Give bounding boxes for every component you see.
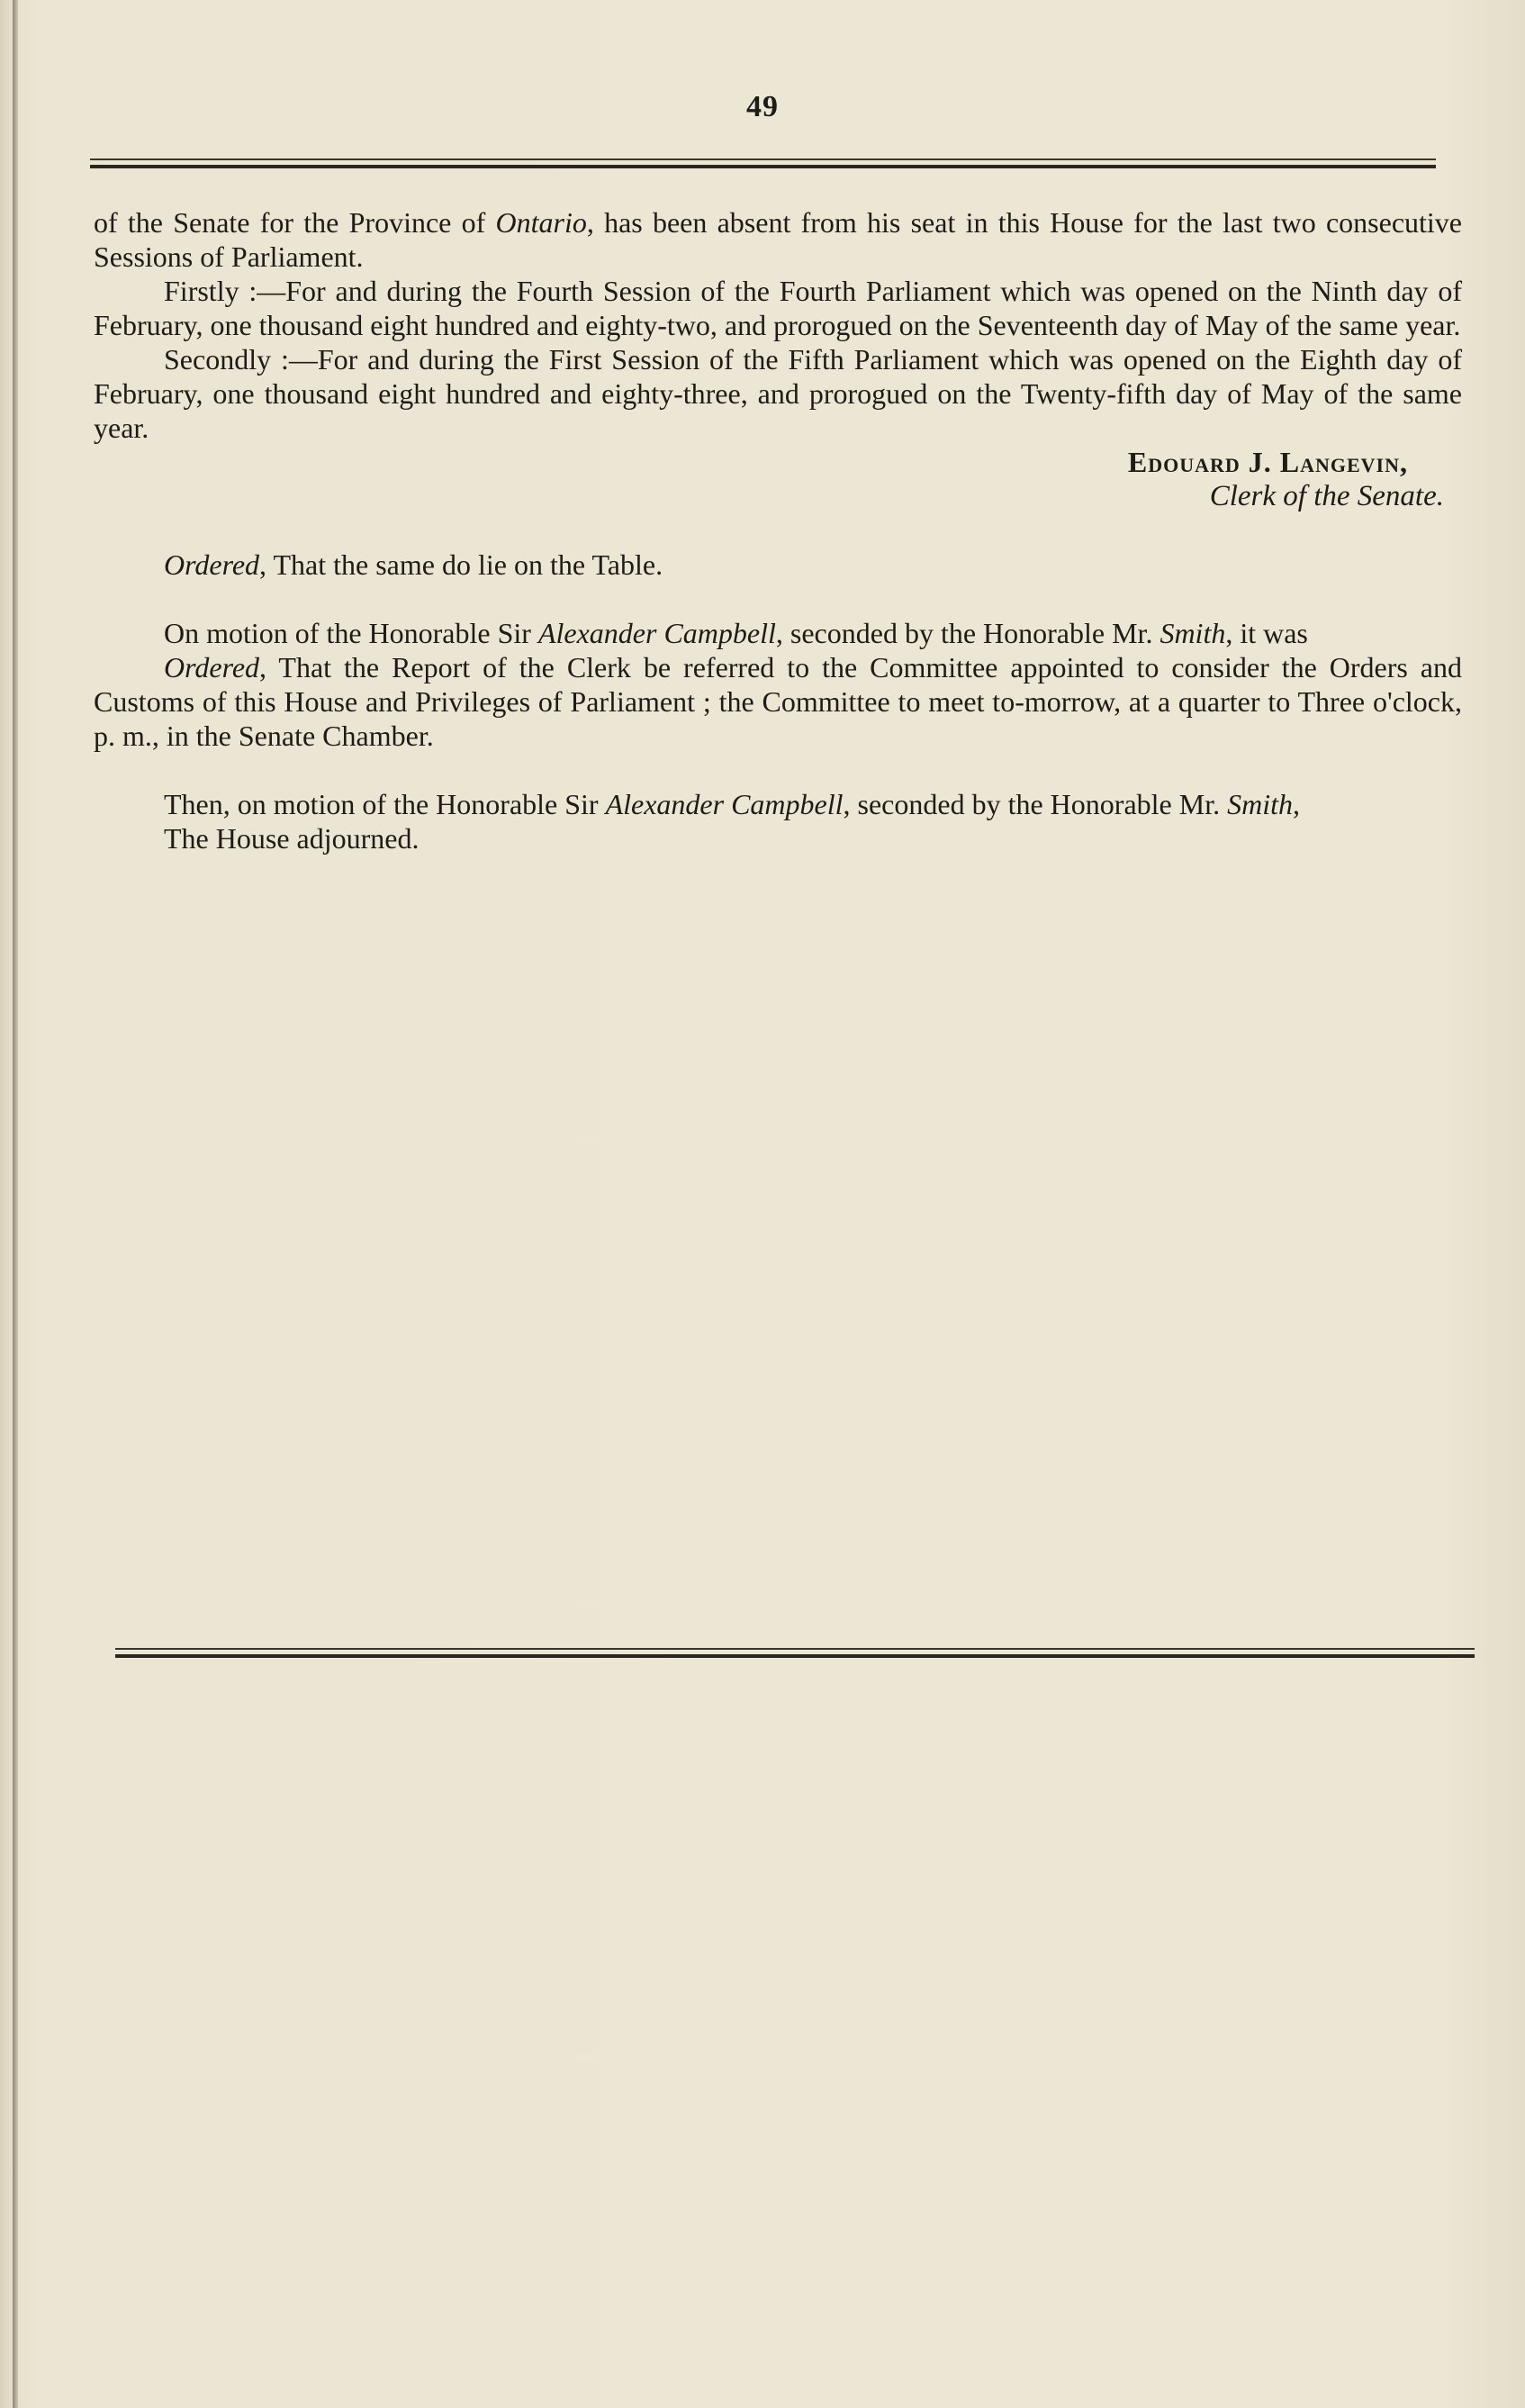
signature-title: Clerk of the Senate.	[1209, 480, 1444, 512]
page-binding-edge	[13, 0, 18, 2408]
document-body	[94, 205, 1462, 855]
page-number: 49	[746, 90, 779, 123]
paragraph-ordered-table: Ordered, That the same do lie on the Table.	[164, 548, 663, 581]
paragraph-motion-adjourn: Then, on motion of the Honorable Sir Alexander Campbell, seconded by the Honorable Mr. Smith,	[164, 788, 1300, 820]
header-double-rule	[90, 158, 1436, 168]
paragraph-secondly: Secondly :—For and during the First Session of the Fifth Parliament which was opened on the Eighth day of February, one thousand eight hundred and eighty-three, and prorogued on the Twenty-fifth day of May of the same year.	[94, 343, 1462, 444]
footer-double-rule	[115, 1648, 1475, 1658]
paragraph-ordered-report: Ordered, That the Report of the Clerk be referred to the Committee appointed to consider the Orders and Customs of this House and Privileges of Parliament ; the Committee to meet to-morrow, at a quarter to Three o'clock, p. m., in the Senate Chamber.	[94, 651, 1462, 752]
paragraph-firstly: Firstly :—For and during the Fourth Session of the Fourth Parliament which was opened on the Ninth day of February, one thousand eight hundred and eighty-two, and prorogued on the Seventeenth day of May of the same year.	[94, 275, 1462, 341]
paragraph-motion-campbell: On motion of the Honorable Sir Alexander Campbell, seconded by the Honorable Mr. Smith, it was	[164, 617, 1308, 649]
signature-name: Edouard J. Langevin,	[1127, 446, 1408, 478]
paragraph-house-adjourned: The House adjourned.	[164, 822, 420, 855]
paragraph-senate-absence: of the Senate for the Province of Ontario, has been absent from his seat in this House for the last two consecutive Sessions of Parliament.	[94, 206, 1463, 273]
